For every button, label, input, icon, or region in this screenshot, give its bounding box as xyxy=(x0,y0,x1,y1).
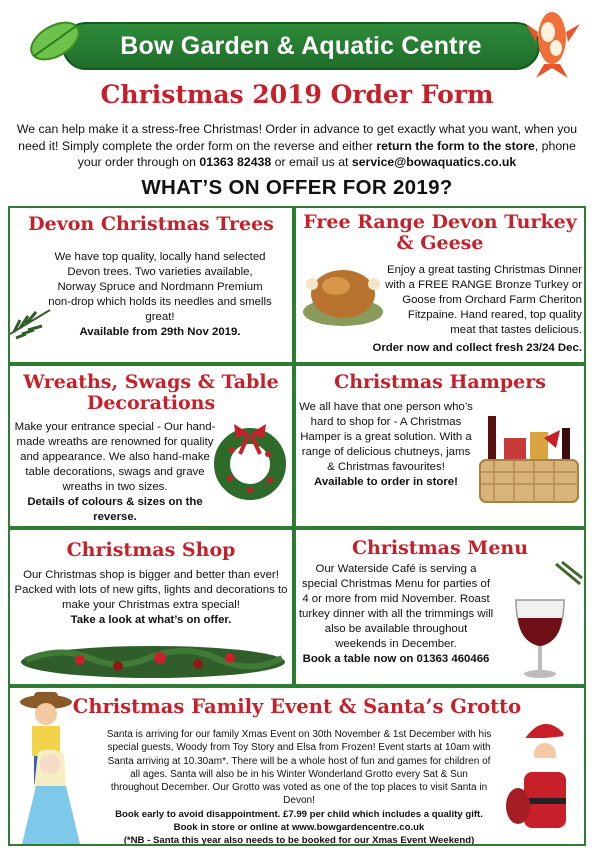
section-footer: Book a table now on 01363 460466 xyxy=(302,653,490,665)
section-body: We all have that one person who’s hard to shop for - A Christmas Hamper is a great solution. With a range of delicious chutneys, jams & Christmas favourites! xyxy=(299,401,473,473)
koi-fish-icon xyxy=(522,2,584,80)
section-text: Enjoy a great tasting Christmas Dinner with a FREE RANGE Bronze Turkey or Goose from Orchard Farm Cheriton Fitzpaine. Hand reared, top quality meat that tastes delicious. xyxy=(385,264,582,336)
roast-turkey-icon xyxy=(300,254,386,330)
section-title: Christmas Shop xyxy=(66,539,236,561)
fir-branch-icon xyxy=(10,304,54,344)
section-wreaths xyxy=(8,364,294,528)
wine-glass-icon xyxy=(496,560,584,684)
intro-return-form: return the form to the store xyxy=(376,138,535,153)
section-title: Devon Christmas Trees xyxy=(28,213,274,235)
section-footer xyxy=(106,809,492,846)
form-title: Christmas 2019 Order Form xyxy=(100,80,494,109)
section-text xyxy=(298,400,474,490)
section-title: Christmas Menu xyxy=(351,537,529,559)
garland-icon xyxy=(20,638,286,682)
elsa-character-icon xyxy=(20,748,82,844)
section-family-event xyxy=(8,686,586,846)
wreath-icon xyxy=(212,420,288,500)
intro-phone: 01363 82438 xyxy=(199,155,272,169)
section-footer: Order now and collect fresh 23/24 Dec. xyxy=(372,342,582,354)
section-footer: Available from 29th Nov 2019. xyxy=(79,326,241,338)
section-text xyxy=(48,250,272,340)
intro-part-2: , phone your order through on xyxy=(77,138,576,169)
booking-note: (*NB - Santa this year also needs to be booked for our Xmas Event Weekend) xyxy=(123,834,475,846)
section-footer: Available to order in store! xyxy=(314,476,458,488)
section-title: Free Range Devon Turkey & Geese xyxy=(303,211,577,254)
section-text xyxy=(12,420,218,525)
offer-heading: WHAT’S ON OFFER FOR 2019? xyxy=(141,176,453,199)
section-hampers xyxy=(294,364,586,528)
section-text xyxy=(298,562,494,667)
section-christmas-trees xyxy=(8,206,294,364)
section-body: We have top quality, locally hand selected Devon trees. Two varieties available, Norway Spruce and Nordmann Premium non-drop which holds its needles and smells great! xyxy=(48,251,272,323)
santa-icon xyxy=(504,714,584,844)
section-body: Our Waterside Café is serving a special Christmas Menu for parties of 4 or more from mid November. Roast turkey dinner with all the trimmings will also be available throughout weekends in December. xyxy=(298,563,494,650)
booking-info: Book early to avoid disappointment. £7.99 per child which includes a quality gift. Book in store or online at www.bowgardencentre.co.uk xyxy=(115,809,483,833)
section-turkey-geese xyxy=(294,206,586,364)
hamper-icon xyxy=(474,408,584,512)
section-footer: Details of colours & sizes on the reverse. xyxy=(27,496,203,523)
section-text xyxy=(12,568,290,628)
section-text: Santa is arriving for our family Xmas Event on 30th November & 1st December with his special guests, Woody from Toy Story and Elsa from Frozen! Event starts at 10am with Santa arriving at 10.30am*. There will be a whole host of fun and games for children of all ages. Santa will also be in his Winter Wonderland Grotto every Sat & Sun throughout December. Our Grotto was voted as one of the top places to visit Santa in Devon! xyxy=(106,729,492,807)
intro-part-3: or email us at xyxy=(271,155,352,169)
section-body: Our Christmas shop is bigger and better than ever! Packed with lots of new gifts, lights and decorations to make your Christmas extra special! xyxy=(14,569,288,611)
section-title: Wreaths, Swags & Table Decorations xyxy=(23,371,279,414)
intro-part-1: We can help make it a stress-free Christmas! Order in advance to get exactly what you want, when you need it! Simply complete the order form on the reverse and either xyxy=(16,122,578,153)
section-christmas-menu xyxy=(294,528,586,686)
section-body: Make your entrance special - Our hand-made wreaths are renowned for quality and appearance. We also hand-make table decorations, swags and grave wreaths in two sizes. xyxy=(14,421,216,493)
section-title: Christmas Hampers xyxy=(334,371,546,393)
section-christmas-shop xyxy=(8,528,294,686)
section-footer: Take a look at what’s on offer. xyxy=(70,614,232,626)
section-title: Christmas Family Event & Santa’s Grotto xyxy=(72,695,522,718)
intro-text xyxy=(10,121,584,171)
header-title: Bow Garden & Aquatic Centre xyxy=(120,32,482,60)
intro-email[interactable]: service@bowaquatics.co.uk xyxy=(351,155,517,169)
